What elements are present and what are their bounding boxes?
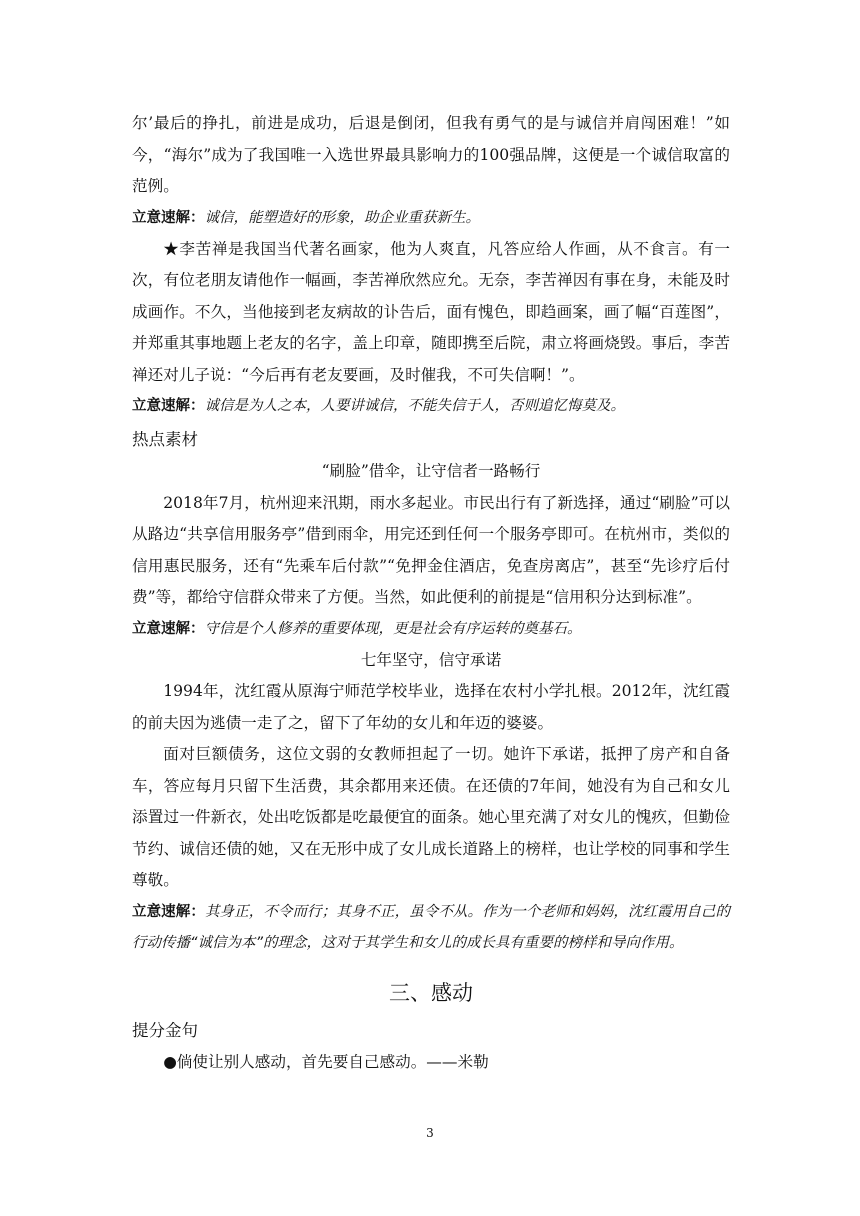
paragraph-li-kuchan: ★李苦禅是我国当代著名画家，他为人爽直，凡答应给人作画，从不食言。有一次，有位老朋友请他作一幅画，李苦禅欣然应允。无奈，李苦禅因有事在身，未能及时成画作。不久，当他接到老友病故的讣告后，面有愧色，即趋画案，画了幅“百莲图”，并郑重其事地题上老友的名字，盖上印章，随即携至后院，肃立将画烧毁。事后，李苦禅还对儿子说：“今后再有老友要画，及时催我，不可失信啊！”。 <box>132 239 730 384</box>
summary-label: 立意速解： <box>132 620 205 637</box>
quotes-heading: 提分金句 <box>132 1020 198 1040</box>
section-title-moved: 三、感动 <box>389 980 473 1005</box>
summary-umbrella <box>132 614 730 645</box>
page-content <box>132 108 730 1078</box>
summary-shen-hongxia <box>132 897 730 959</box>
summary-text: 守信是个人修养的重要体现，更是社会有序运转的奠基石。 <box>204 620 582 637</box>
summary-text: 诚信，能塑造好的形象，助企业重获新生。 <box>204 209 480 226</box>
summary-text: 诚信是为人之本，人要讲诚信，不能失信于人，否则追忆悔莫及。 <box>204 398 625 414</box>
paragraph-shen-hongxia-2: 面对巨额债务，这位文弱的女教师担起了一切。她许下承诺，抵押了房产和自备车，答应每月只留下生活费，其余都用来还债。在还债的7年间，她没有为自己和女儿添置过一件新衣，处出吃饭都是吃最便宜的面条。她心里充满了对女儿的愧疚，但勤俭节约、诚信还债的她，又在无形中成了女儿成长道路上的榜样，也让学校的同事和学生尊敬。 <box>132 745 730 889</box>
summary-label: 立意速解： <box>132 209 205 226</box>
page-number: 3 <box>426 1126 434 1140</box>
story-title-promise: 七年坚守，信守承诺 <box>360 650 502 669</box>
quote-miller: ●倘使让别人感动，首先要自己感动。——米勒 <box>163 1052 489 1071</box>
paragraph-shen-hongxia-1: 1994年，沈红霞从原海宁师范学校毕业，选择在农村小学扎根。2012年，沈红霞的前夫因为逃债一走了之，留下了年幼的女儿和年迈的婆婆。 <box>132 682 730 732</box>
paragraph-haier: 尔’最后的挣扎，前进是成功，后退是倒闭，但我有勇气的是与诚信并肩闯困难！”如今，“海尔”成为了我国唯一入选世界最具影响力的100强品牌，这便是一个诚信取富的范例。 <box>132 114 730 195</box>
paragraph-umbrella: 2018年7月，杭州迎来汛期，雨水多起业。市民出行有了新选择，通过“刷脸”可以从路边“共享信用服务亭”借到雨伞，用完还到任何一个服务亭即可。在杭州市，类似的信用惠民服务，还有“先乘车后付款”“免押金住酒店，免查房离店”，甚至“先诊疗后付费”等，都给守信群众带来了方便。当然，如此便利的前提是“信用积分达到标准”。 <box>132 493 730 606</box>
summary-li-kuchan <box>132 391 730 422</box>
summary-label: 立意速解： <box>132 398 205 414</box>
hot-material-heading: 热点素材 <box>132 430 198 449</box>
summary-text: 其身正，不令而行；其身不正，虽令不从。作为一个老师和妈妈，沈红霞用自己的行动传播“诚信为本”的理念，这对于其学生和女儿的成长具有重要的榜样和导向作用。 <box>132 903 730 951</box>
summary-label: 立意速解： <box>132 903 205 920</box>
story-title-umbrella: “刷脸”借伞，让守信者一路畅行 <box>321 462 541 480</box>
summary-haier <box>132 203 730 234</box>
